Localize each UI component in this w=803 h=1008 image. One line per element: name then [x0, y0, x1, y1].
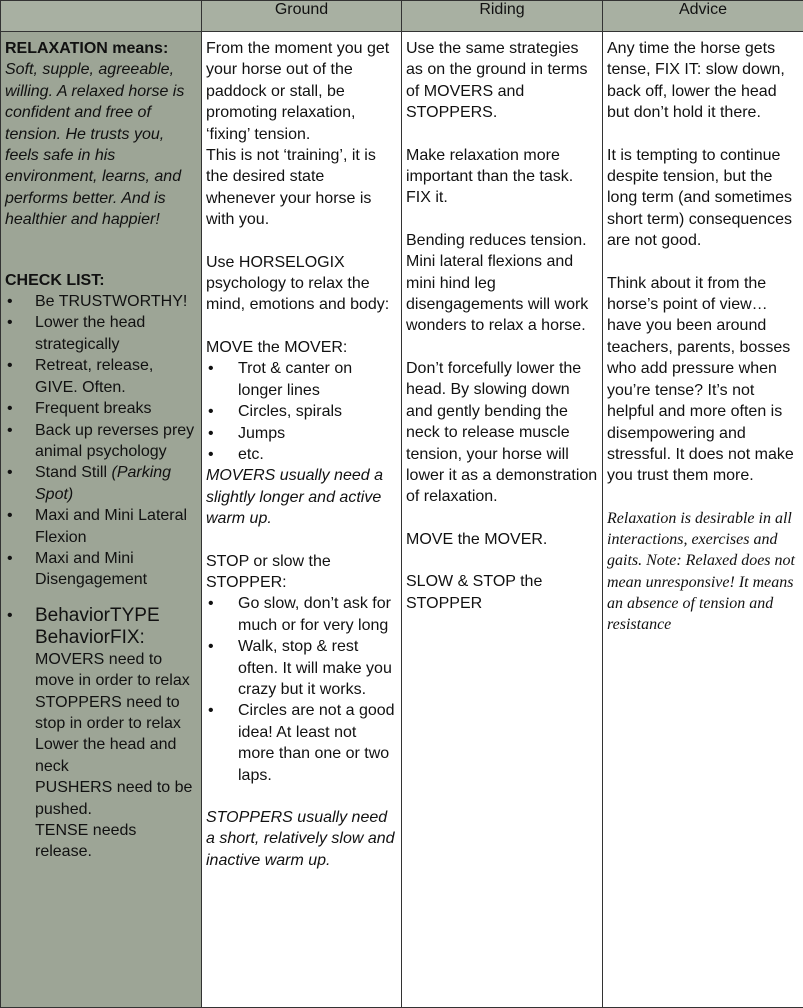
ground-intro-2: This is not ‘training’, it is the desired state whenever your horse is with you. — [206, 147, 376, 229]
checklist-item: • Maxi and Mini Lateral Flexion — [5, 505, 197, 548]
stand-still-note: (Parking Spot) — [35, 464, 172, 503]
behavior-title-1: • BehaviorTYPE — [35, 604, 160, 626]
stopper-title: STOP or slow the STOPPER: — [206, 552, 331, 591]
riding-column — [402, 32, 603, 1008]
checklist-item: • Retreat, release, GIVE. Often. — [5, 355, 197, 398]
advice-paragraph: Think about it from the horse’s point of view… have you been around teachers, parents, bosses who add pressure when you’re tense? It’s not helpful and more often is disempowering and stressful. It does not make you trust them more. — [607, 274, 794, 485]
stopper-note: STOPPERS usually need a short, relatively slow and inactive warm up. — [206, 809, 395, 869]
behavior-line: Lower the head and neck — [35, 736, 177, 775]
behavior-item — [5, 605, 197, 863]
mover-item: • etc. — [206, 444, 397, 465]
stand-still-label: Stand Still — [35, 464, 112, 482]
stopper-item: • Go slow, don’t ask for much or for very long — [206, 593, 397, 636]
checklist-title: CHECK LIST: — [5, 271, 105, 289]
checklist-item-stand-still — [5, 462, 197, 505]
behavior-title-2: BehaviorFIX: — [35, 626, 145, 648]
checklist-item: • Lower the head strategically — [5, 312, 197, 355]
advice-paragraph: It is tempting to continue despite tension, but the long term (and sometimes short term) consequences are not good. — [607, 146, 792, 250]
riding-paragraph: Bending reduces tension. Mini lateral flexions and mini hind leg disengagements will work wonders to relax a horse. — [406, 231, 589, 335]
mover-list — [206, 358, 397, 465]
stopper-item: • Circles are not a good idea! At least not more than one or two laps. — [206, 700, 397, 786]
ground-column — [202, 32, 402, 1008]
checklist-item: • Maxi and Mini Disengagement — [5, 548, 197, 591]
stopper-item: • Walk, stop & rest often. It will make you crazy but it works. — [206, 636, 397, 700]
riding-paragraph: Use the same strategies as on the ground in terms of MOVERS and STOPPERS. — [406, 40, 588, 122]
riding-paragraph: Don’t forcefully lower the head. By slowing down and gently bending the neck to release muscle tension, your horse will lower it as a demonstration of relaxation. — [406, 359, 598, 506]
relaxation-heading: RELAXATION means: — [5, 40, 169, 57]
checklist — [5, 291, 197, 591]
header-advice: Advice — [603, 1, 803, 32]
mover-item: • Trot & canter on longer lines — [206, 358, 397, 401]
stopper-list — [206, 593, 397, 786]
ground-psychology: Use HORSELOGIX psychology to relax the mind, emotions and body: — [206, 253, 390, 314]
riding-paragraph: MOVE the MOVER. — [406, 530, 548, 548]
behavior-list — [5, 605, 197, 863]
riding-paragraph: SLOW & STOP the STOPPER — [406, 573, 543, 612]
behavior-line: STOPPERS need to stop in order to relax — [35, 693, 181, 732]
header-riding: Riding — [402, 1, 603, 32]
mover-item: • Jumps — [206, 423, 397, 444]
behavior-line: TENSE needs release. — [35, 822, 137, 861]
advice-paragraph: Any time the horse gets tense, FIX IT: slow down, back off, lower the head but don’t hold it there. — [607, 40, 785, 122]
riding-paragraph: Make relaxation more important than the task. FIX it. — [406, 146, 574, 207]
advice-column — [603, 32, 803, 1008]
content-row — [1, 32, 803, 1008]
sidebar-column — [1, 32, 202, 1008]
mover-title: MOVE the MOVER: — [206, 338, 348, 356]
behavior-line: PUSHERS need to be pushed. — [35, 779, 193, 818]
header-blank — [1, 1, 202, 32]
header-row — [1, 1, 803, 32]
checklist-item: • Back up reverses prey animal psychology — [5, 420, 197, 463]
header-ground: Ground — [202, 1, 402, 32]
ground-intro-1: From the moment you get your horse out of the paddock or stall, be promoting relaxation, ‘fixing’ tension. — [206, 40, 390, 143]
relaxation-description: Soft, supple, agreeable, willing. A relaxed horse is confident and free of tension. He trusts you, feels safe in his environment, learns, and performs better. And is healthier and happier! — [5, 61, 185, 229]
checklist-item: • Be TRUSTWORTHY! — [5, 291, 197, 312]
advice-note: Relaxation is desirable in all interactions, exercises and gaits. Note: Relaxed does not mean unresponsive! It means an absence of tension and resistance — [607, 509, 795, 634]
behavior-line: MOVERS need to move in order to relax — [35, 650, 190, 690]
mover-note: MOVERS usually need a slightly longer and active warm up. — [206, 467, 383, 528]
mover-item: • Circles, spirals — [206, 401, 397, 422]
checklist-item: • Frequent breaks — [5, 398, 197, 419]
